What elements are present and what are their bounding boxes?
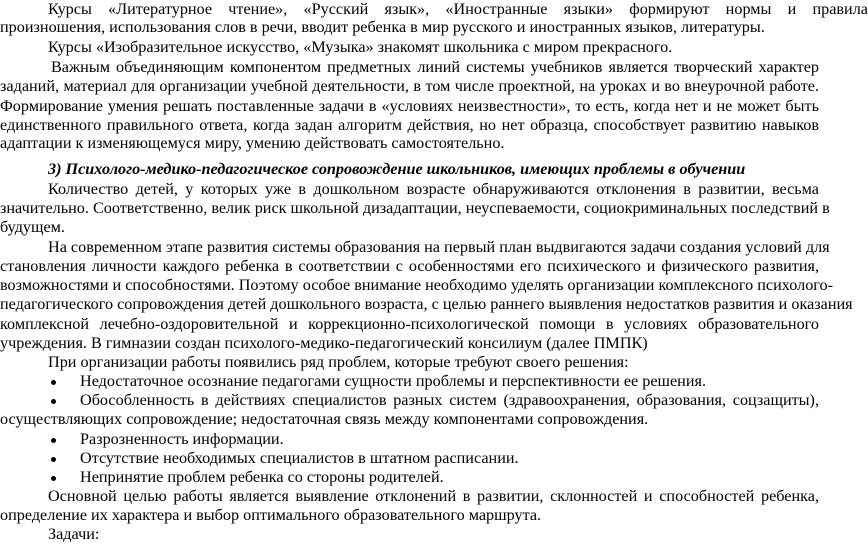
paragraph-line: Курсы «Изобразительное искусство, «Музыка» знакомят школьника с миром прекрасного. <box>48 38 673 56</box>
bullet-item: Обособленность в действиях специалистов разных систем (здравоохранения, образования, соцзащиты), <box>80 391 819 409</box>
bullet-item: Отсутствие необходимых специалистов в штатном расписании. <box>80 449 519 467</box>
paragraph-line: заданий, материал для организации учебной деятельности, в том числе проектной, на уроках и во внеурочной работе. <box>0 77 819 95</box>
bullet-icon <box>51 399 56 404</box>
paragraph-line: Важным объединяющим компонентом предметных линий системы учебников является творческий характер <box>51 58 819 76</box>
bullet-item: Разрозненность информации. <box>80 430 284 448</box>
bullet-icon <box>51 438 56 443</box>
bullet-item: Недостаточное осознание педагогами сущности проблемы и перспективности ее решения. <box>80 372 706 390</box>
paragraph-line: педагогического сопровождения детей дошкольного возраста, с целью раннего выявления недостатков развития и оказания <box>0 295 853 313</box>
paragraph-line: определение их характера и выбор оптимального образовательного маршрута. <box>0 506 542 524</box>
paragraph-line: Формирование умения решать поставленные задачи в «условиях неизвестности», то есть, когда нет и не может быть <box>0 97 819 115</box>
paragraph-line: Задачи: <box>48 525 100 543</box>
paragraph-line: возможностями и способностями. Поэтому особое внимание необходимо уделять организации комплексного психолого- <box>0 276 834 294</box>
paragraph-line: При организации работы появились ряд проблем, которые требуют своего решения: <box>48 353 629 371</box>
paragraph-line: Количество детей, у которых уже в дошкольном возрасте обнаруживаются отклонения в развитии, весьма <box>48 180 819 198</box>
bullet-icon <box>51 457 56 462</box>
paragraph-line: становления личности каждого ребенка в соответствии с особенностями его психического и физического развития, <box>0 257 819 275</box>
paragraph-line: учреждения. В гимназии создан психолого-медико-педагогический консилиум (далее ПМПК) <box>0 334 648 352</box>
paragraph-line: единственного правильного ответа, когда задан алгоритм действия, но нет образца, способствует развитию навыков <box>0 116 819 134</box>
bullet-icon <box>51 476 56 481</box>
paragraph-line: Курсы «Литературное чтение», «Русский язык», «Иностранные языки» формируют нормы и правила <box>48 0 868 18</box>
paragraph-line: Основной целью работы является выявление отклонений в развитии, склонностей и способностей ребенка, <box>48 487 819 505</box>
paragraph-line: комплексной лечебно-оздоровительной и коррекционно-психологической помощи в условиях образовательного <box>0 315 819 333</box>
paragraph-line: произношения, использования слов в речи, вводит ребенка в мир русского и иностранных языков, литературы. <box>0 18 765 36</box>
bullet-item: Непринятие проблем ребенка со стороны родителей. <box>80 468 444 486</box>
paragraph-line: значительно. Соответственно, велик риск школьной дизадаптации, неуспеваемости, социокриминальных последствий в <box>0 199 830 217</box>
section-heading: 3) Психолого-медико-педагогическое сопровождение школьников, имеющих проблемы в обучении <box>48 160 746 178</box>
bullet-icon <box>51 380 56 385</box>
paragraph-line: На современном этапе развития системы образования на первый план выдвигаются задачи создания условий для <box>48 238 830 256</box>
paragraph-line: будущем. <box>0 218 65 236</box>
bullet-item-continuation: осуществляющих сопровождение; недостаточная связь между компонентами сопровождения. <box>0 410 649 428</box>
paragraph-line: адаптации к изменяющемуся миру, умению действовать самостоятельно. <box>0 134 505 152</box>
